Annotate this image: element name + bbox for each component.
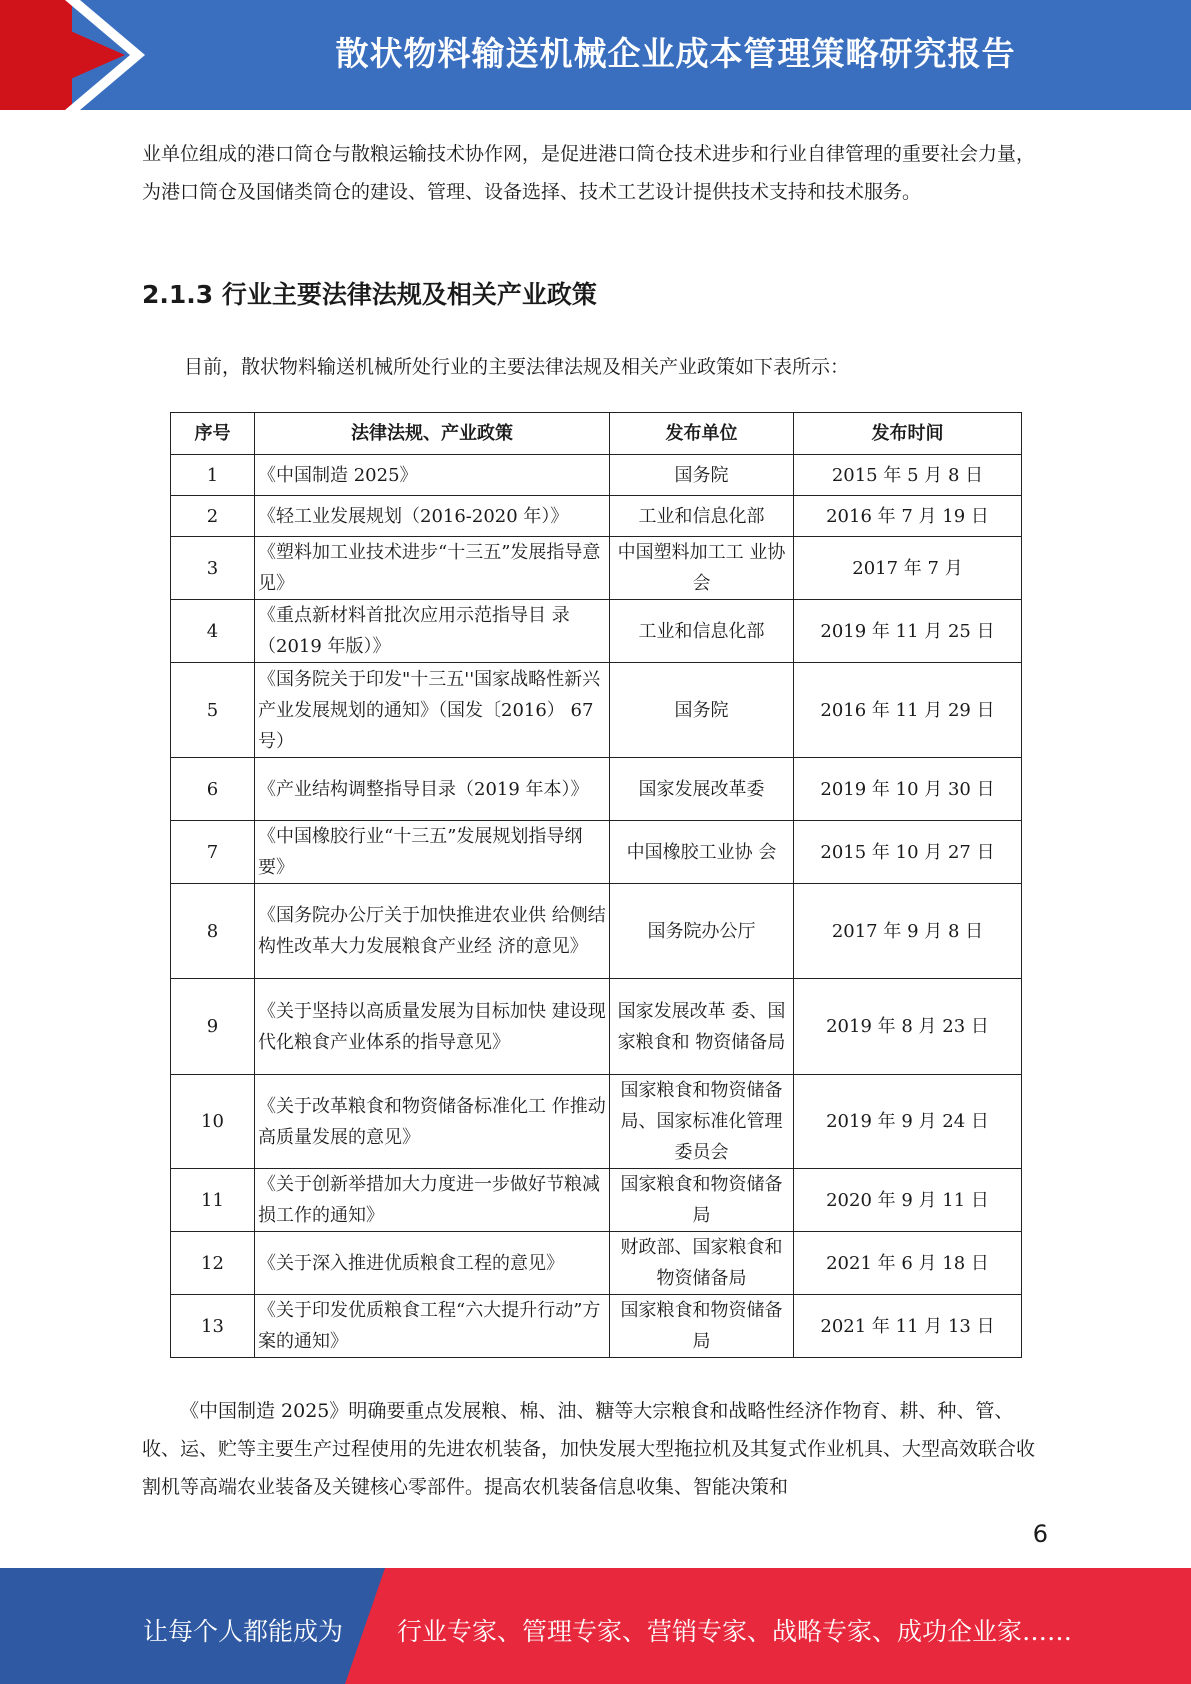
cell-no: 6 xyxy=(171,758,255,821)
policy-table xyxy=(170,412,1022,1358)
cell-law: 《国务院关于印发"十三五''国家战略性新兴产业发展规划的通知》（国发〔2016） 67 号） xyxy=(255,663,610,758)
report-title: 散状物料输送机械企业成本管理策略研究报告 xyxy=(335,34,1016,73)
cell-no: 7 xyxy=(171,821,255,884)
cell-org: 国务院 xyxy=(610,663,794,758)
cell-law: 《关于改革粮食和物资储备标准化工 作推动高质量发展的意见》 xyxy=(255,1075,610,1169)
cell-no: 4 xyxy=(171,600,255,663)
cell-date: 2021 年 11 月 13 日 xyxy=(794,1295,1022,1358)
cell-no: 8 xyxy=(171,884,255,979)
header-law: 法律法规、产业政策 xyxy=(255,413,610,455)
cell-org: 工业和信息化部 xyxy=(610,600,794,663)
cell-no: 2 xyxy=(171,496,255,537)
intro-paragraph: 业单位组成的港口筒仓与散粮运输技术协作网，是促进港口筒仓技术进步和行业自律管理的重要社会力量，为港口筒仓及国储类筒仓的建设、管理、设备选择、技术工艺设计提供技术支持和技术服务。 xyxy=(142,143,1036,203)
cell-org: 中国塑料加工工 业协会 xyxy=(610,537,794,600)
cell-law: 《中国橡胶行业“十三五”发展规划指导纲要》 xyxy=(255,821,610,884)
cell-date: 2017 年 7 月 xyxy=(794,537,1022,600)
cell-org: 国家粮食和物资储备局 xyxy=(610,1295,794,1358)
cell-date: 2019 年 8 月 23 日 xyxy=(794,979,1022,1075)
footer-slogan-right: 行业专家、管理专家、营销专家、战略专家、成功企业家…… xyxy=(397,1617,1073,1646)
cell-date: 2016 年 7 月 19 日 xyxy=(794,496,1022,537)
cell-org: 国务院 xyxy=(610,455,794,496)
cell-law: 《重点新材料首批次应用示范指导目 录（2019 年版）》 xyxy=(255,600,610,663)
cell-no: 12 xyxy=(171,1232,255,1295)
cell-org: 国家发展改革委 xyxy=(610,758,794,821)
table-intro: 目前，散状物料输送机械所处行业的主要法律法规及相关产业政策如下表所示： xyxy=(184,356,850,378)
cell-law: 《关于印发优质粮食工程“六大提升行动”方案的通知》 xyxy=(255,1295,610,1358)
cell-org: 财政部、国家粮食和物资储备局 xyxy=(610,1232,794,1295)
cell-law: 《塑料加工业技术进步“十三五”发展指导意见》 xyxy=(255,537,610,600)
cell-no: 1 xyxy=(171,455,255,496)
cell-law: 《关于坚持以高质量发展为目标加快 建设现代化粮食产业体系的指导意见》 xyxy=(255,979,610,1075)
cell-no: 11 xyxy=(171,1169,255,1232)
page-footer xyxy=(0,1568,1191,1684)
cell-org: 中国橡胶工业协 会 xyxy=(610,821,794,884)
page-number: 6 xyxy=(1032,1520,1048,1548)
cell-law: 《国务院办公厅关于加快推进农业供 给侧结构性改革大力发展粮食产业经 济的意见》 xyxy=(255,884,610,979)
cell-org: 国家粮食和物资储备局、国家标准化管理委员会 xyxy=(610,1075,794,1169)
table-row xyxy=(171,884,1022,979)
cell-law: 《中国制造 2025》 xyxy=(255,455,610,496)
table-row xyxy=(171,758,1022,821)
cell-date: 2015 年 10 月 27 日 xyxy=(794,821,1022,884)
cell-law: 《轻工业发展规划（2016-2020 年）》 xyxy=(255,496,610,537)
table-row xyxy=(171,496,1022,537)
cell-date: 2019 年 10 月 30 日 xyxy=(794,758,1022,821)
cell-no: 3 xyxy=(171,537,255,600)
table-row xyxy=(171,1169,1022,1232)
table-row xyxy=(171,979,1022,1075)
body-paragraph: 《中国制造 2025》明确要重点发展粮、棉、油、糖等大宗粮食和战略性经济作物育、耕、种、管、收、运、贮等主要生产过程使用的先进农机装备，加快发展大型拖拉机及其复式作业机具、大型高效联合收割机等高端农业装备及关键核心零部件。提高农机装备信息收集、智能决策和 xyxy=(142,1400,1036,1498)
cell-date: 2016 年 11 月 29 日 xyxy=(794,663,1022,758)
cell-org: 国务院办公厅 xyxy=(610,884,794,979)
page-header xyxy=(0,0,1191,110)
table-row xyxy=(171,663,1022,758)
cell-date: 2020 年 9 月 11 日 xyxy=(794,1169,1022,1232)
header-org: 发布单位 xyxy=(610,413,794,455)
section-heading: 2.1.3 行业主要法律法规及相关产业政策 xyxy=(142,280,597,309)
cell-law: 《关于深入推进优质粮食工程的意见》 xyxy=(255,1232,610,1295)
cell-date: 2017 年 9 月 8 日 xyxy=(794,884,1022,979)
cell-law: 《关于创新举措加大力度进一步做好节粮减损工作的通知》 xyxy=(255,1169,610,1232)
table-row xyxy=(171,821,1022,884)
cell-law: 《产业结构调整指导目录（2019 年本）》 xyxy=(255,758,610,821)
header-no: 序号 xyxy=(171,413,255,455)
table-row xyxy=(171,1295,1022,1358)
table-header-row xyxy=(171,413,1022,455)
cell-date: 2019 年 9 月 24 日 xyxy=(794,1075,1022,1169)
cell-no: 10 xyxy=(171,1075,255,1169)
header-chevron-icon xyxy=(60,0,150,110)
cell-org: 工业和信息化部 xyxy=(610,496,794,537)
cell-org: 国家粮食和物资储备局 xyxy=(610,1169,794,1232)
cell-no: 5 xyxy=(171,663,255,758)
cell-no: 9 xyxy=(171,979,255,1075)
table-row xyxy=(171,537,1022,600)
cell-date: 2015 年 5 月 8 日 xyxy=(794,455,1022,496)
footer-slogan-left: 让每个人都能成为 xyxy=(143,1617,344,1646)
header-date: 发布时间 xyxy=(794,413,1022,455)
cell-date: 2019 年 11 月 25 日 xyxy=(794,600,1022,663)
table-row xyxy=(171,1075,1022,1169)
table-row xyxy=(171,455,1022,496)
cell-no: 13 xyxy=(171,1295,255,1358)
table-row xyxy=(171,1232,1022,1295)
table-row xyxy=(171,600,1022,663)
cell-date: 2021 年 6 月 18 日 xyxy=(794,1232,1022,1295)
cell-org: 国家发展改革 委、国家粮食和 物资储备局 xyxy=(610,979,794,1075)
